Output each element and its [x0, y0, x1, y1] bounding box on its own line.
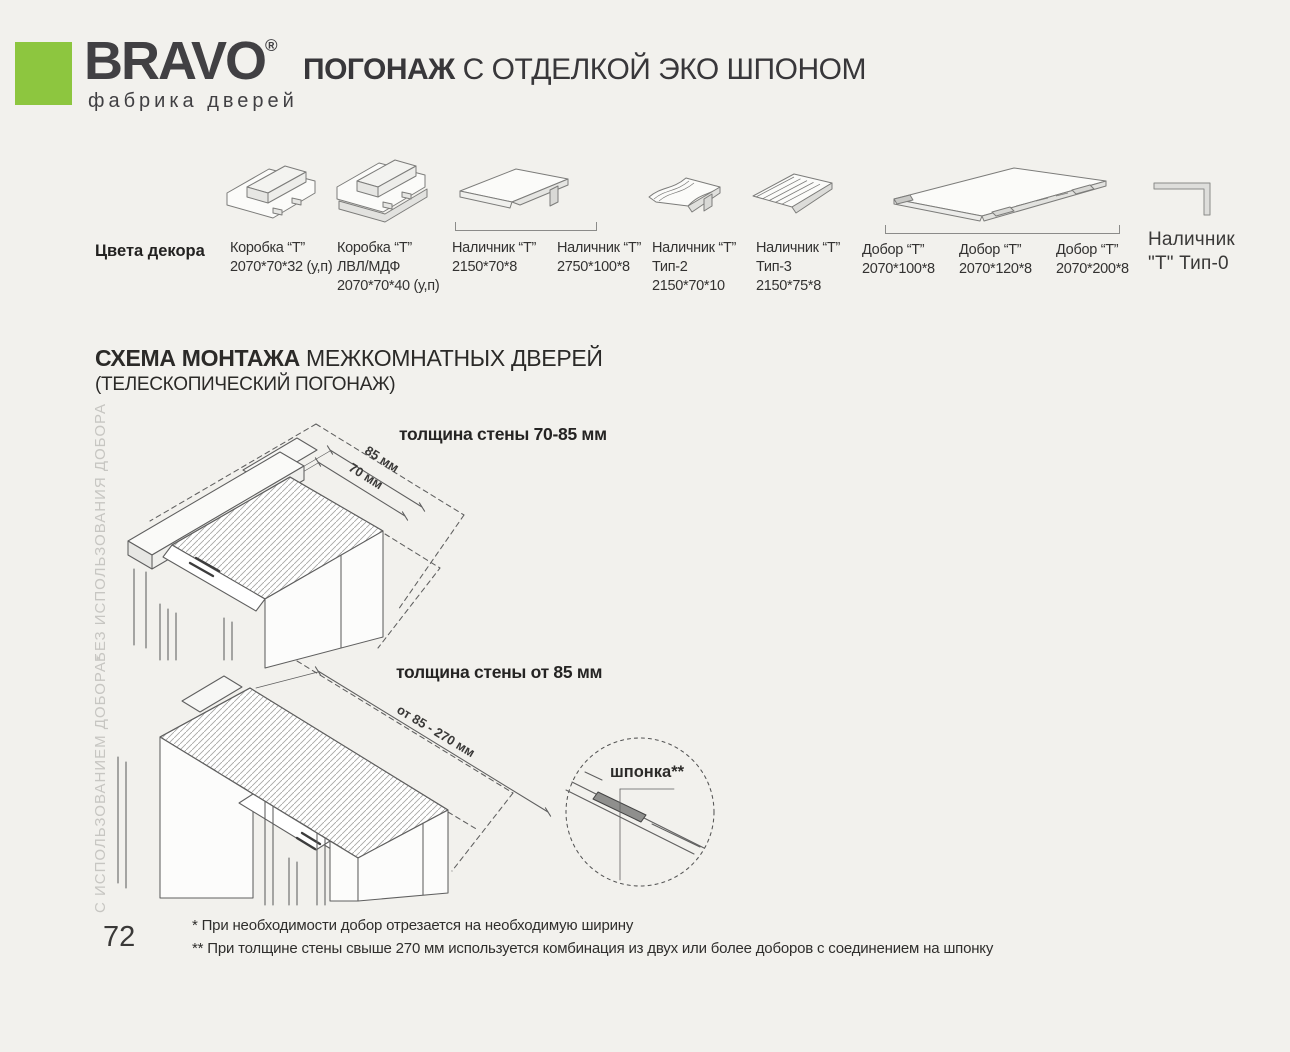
product-name: Наличник “Т”	[652, 240, 737, 256]
product-size: 2150*75*8	[756, 278, 822, 294]
product-size: 2070*120*8	[959, 261, 1032, 277]
product-label-nalichnik-tip2	[652, 239, 736, 296]
nalichnik-t-tip3-image	[748, 164, 838, 220]
diagram2-dim-85-270: от 85 - 270 мм	[394, 701, 478, 761]
product-size: 2750*100*8	[557, 259, 630, 275]
decor-colors-label: Цвета декора	[95, 242, 205, 260]
korobka-t-2-image	[332, 156, 436, 224]
nalichnik-flat-bracket	[455, 222, 597, 231]
scheme-title-bold: СХЕМА МОНТАЖА	[95, 345, 300, 371]
product-type: Тип-3	[756, 259, 792, 275]
scheme-title	[95, 345, 603, 372]
brand-text: BRAVO	[84, 31, 266, 91]
product-material: ЛВЛ/МДФ	[337, 259, 401, 275]
product-type: "Т" Тип-0	[1148, 253, 1229, 274]
product-name: Коробка “Т”	[230, 240, 305, 256]
product-label-nalichnik-tip3	[756, 239, 840, 296]
brand-logo-square	[15, 42, 72, 105]
product-type: Тип-2	[652, 259, 688, 275]
dobor-bracket	[885, 225, 1120, 234]
registered-mark: ®	[265, 36, 278, 55]
product-label-korobka-2	[337, 239, 439, 296]
side-label-with-dobor: С ИСПОЛЬЗОВАНИЕМ ДОБОРА*	[92, 654, 109, 913]
product-label-nalichnik-2	[557, 239, 641, 277]
product-name: Наличник	[1148, 229, 1235, 250]
product-name: Добор “Т”	[1056, 242, 1119, 258]
product-label-korobka-1	[230, 239, 332, 277]
product-size: 2070*70*40 (у,п)	[337, 278, 440, 294]
brand-name	[84, 31, 278, 91]
page-title-bold: ПОГОНАЖ	[303, 53, 455, 86]
product-size: 2070*200*8	[1056, 261, 1129, 277]
product-name: Наличник “Т”	[557, 240, 642, 256]
product-size: 2070*70*32 (у,п)	[230, 259, 333, 275]
footnote-2: ** При толщине стены свыше 270 мм используется комбинация из двух или более доборов с соединением на шпонку	[192, 940, 994, 957]
product-label-dobor-3	[1056, 241, 1129, 279]
product-name: Наличник “Т”	[452, 240, 537, 256]
page-title-rest: С ОТДЕЛКОЙ ЭКО ШПОНОМ	[454, 53, 866, 86]
product-name: Добор “Т”	[959, 242, 1022, 258]
brand-tagline: фабрика дверей	[88, 90, 298, 112]
korobka-t-1-image	[222, 160, 322, 222]
product-name: Коробка “Т”	[337, 240, 412, 256]
product-label-dobor-1	[862, 241, 935, 279]
diagram1-dim-70: 70 мм	[346, 459, 386, 493]
page-number: 72	[103, 921, 136, 953]
nalichnik-t-flat-image	[454, 164, 574, 216]
page-title	[303, 53, 866, 87]
diagram1-caption: толщина стены 70-85 мм	[399, 424, 607, 444]
product-label-nalichnik-tip0	[1148, 228, 1235, 276]
product-size: 2150*70*10	[652, 278, 725, 294]
installation-diagrams	[0, 402, 1290, 960]
diagram1-dim-85: 85 мм	[362, 442, 402, 476]
shponka-detail-label: шпонка**	[610, 763, 685, 781]
diagram2-caption: толщина стены от 85 мм	[396, 662, 603, 682]
footnote-1: * При необходимости добор отрезается на необходимую ширину	[192, 917, 634, 934]
side-label-without-dobor: БЕЗ ИСПОЛЬЗОВАНИЯ ДОБОРА	[92, 402, 109, 662]
product-label-dobor-2	[959, 241, 1032, 279]
nalichnik-t-tip0-image	[1150, 174, 1224, 224]
dobor-t-image	[886, 162, 1114, 228]
nalichnik-t-tip2-image	[644, 166, 734, 220]
product-name: Наличник “Т”	[756, 240, 841, 256]
product-size: 2150*70*8	[452, 259, 518, 275]
diagram-bottom-wall-85-plus	[118, 661, 714, 905]
scheme-title-rest: МЕЖКОМНАТНЫХ ДВЕРЕЙ	[299, 345, 603, 371]
scheme-subtitle: (ТЕЛЕСКОПИЧЕСКИЙ ПОГОНАЖ)	[95, 374, 396, 395]
product-label-nalichnik-1	[452, 239, 536, 277]
diagram-top-wall-70-85	[128, 424, 464, 668]
product-name: Добор “Т”	[862, 242, 925, 258]
product-size: 2070*100*8	[862, 261, 935, 277]
